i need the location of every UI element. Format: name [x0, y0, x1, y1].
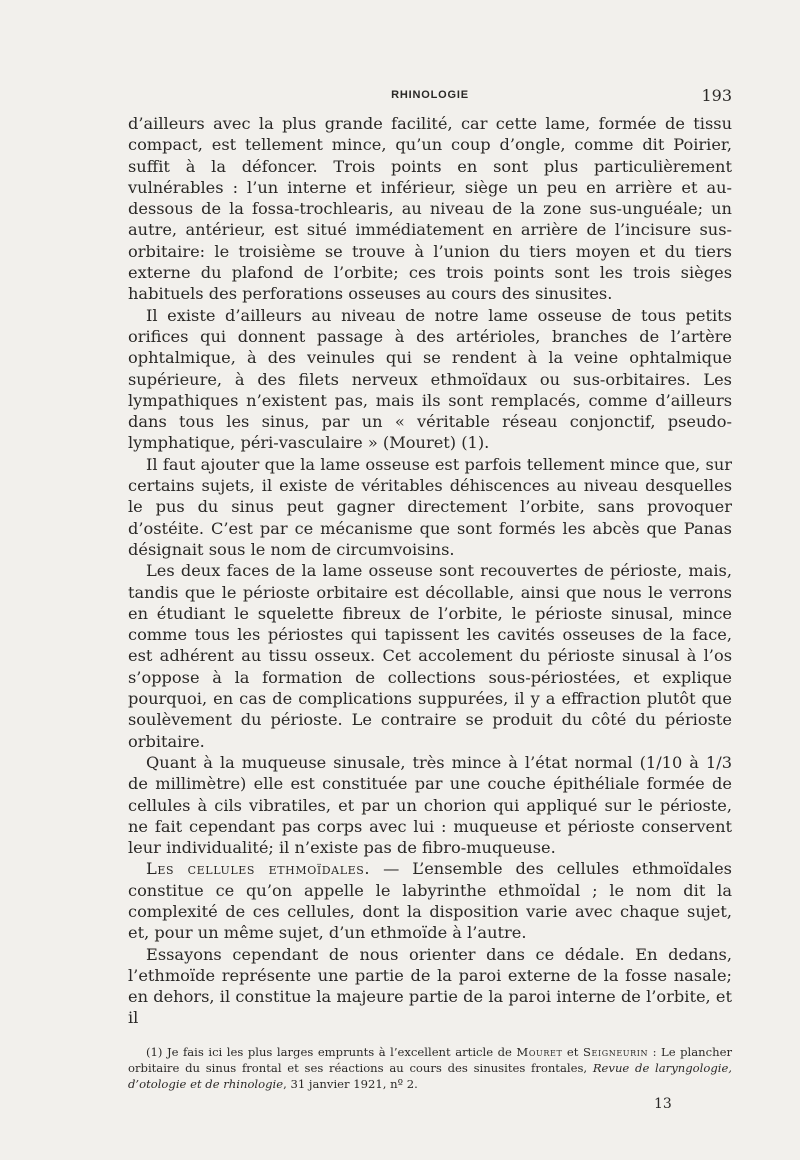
page-number: 193 — [701, 86, 732, 105]
body-text — [128, 113, 732, 1029]
paragraph-5: Quant à la muqueuse sinusale, très mince à l’état normal (1/10 à 1/3 de millimètre) elle est constituée par une couche épithéliale formée de cellules à cils vibratiles, et par un chorion qui appliqué sur le périoste, ne fait cependant pas corps avec lui : muqueuse et périoste conservent leur individualité; il n’existe pas de fibro-muqueuse. — [128, 752, 732, 858]
footnote-part-2: et — [562, 1045, 583, 1059]
running-title: RHINOLOGIE — [391, 89, 469, 101]
section-heading: Les cellules ethmoïdales. — [146, 859, 371, 879]
footnote-journal: Revue de laryngologie, d’otologie et de rhinologie — [128, 1061, 732, 1091]
paragraph-6 — [128, 858, 732, 943]
paragraph-2: Il existe d’ailleurs au niveau de notre lame osseuse de tous petits orifices qui donnent passage à des artérioles, branches de l’artère ophtalmique, à des veinules qui se rendent à la veine ophtalmique supérieure, à des filets nerveux ethmoïdaux ou sus-orbitaires. Les lympathiques n’existent pas, mais ils sont remplacés, comme d’ailleurs dans tous les sinus, par un « véritable réseau conjonctif, pseudo-lymphatique, péri-vasculaire » (Mouret) (1). — [128, 305, 732, 453]
paragraph-7: Essayons cependant de nous orienter dans ce dédale. En dedans, l’ethmoïde représente une partie de la paroi externe de la fosse nasale; en dehors, il constitue la majeure partie de la paroi interne de l’orbite, et il — [128, 944, 732, 1028]
footnote-author-2: Seigneurin — [582, 1045, 649, 1059]
page-header — [128, 86, 732, 108]
footnote — [128, 1044, 732, 1092]
footnote-part-3: : Le plancher orbitaire du sinus frontal et ses réactions au cours des sinusites frontales, — [128, 1045, 732, 1075]
paragraph-4: Les deux faces de la lame osseuse sont recouvertes de périoste, mais, tandis que le périoste orbitaire est décollable, ainsi que nous le verrons en étudiant le squelette fibreux de l’orbite, le périoste sinusal, mince comme tous les périostes qui tapissent les cavités osseuses de la face, est adhérent au tissu osseux. Cet accolement du périoste sinusal à l’os s’oppose à la formation de collections sous-périostées, et explique pourquoi, en cas de complications suppurées, il y a effraction plutôt que soulèvement du périoste. Le contraire se produit du côté du périoste orbitaire. — [128, 561, 732, 751]
paragraph-1: d’ailleurs avec la plus grande facilité, car cette lame, formée de tissu compact, est tellement mince, qu’un coup d’ongle, comme dit Poirier, suffit à la défoncer. Trois points en sont plus particulièrement vulnérables : l’un interne et inférieur, siège un peu en arrière et au-dessous de la fossa-trochlearis, au niveau de la zone sus-unguéale; un autre, antérieur, est situé immédiatement en arrière de l’incisure sus-orbitaire: le troisième se trouve à l’union du tiers moyen et du tiers externe du plafond de l’orbite; ces trois points sont les trois sièges habituels des perforations osseuses au cours des sinusites. — [128, 114, 732, 304]
paragraph-6-text: — L’ensemble des cellules ethmoïdales constitue ce qu’on appelle le labyrinthe ethmoïdal ; le nom dit la complexité de ces cellules, dont la disposition varie avec chaque sujet, et, pour un même sujet, d’un ethmoïde à l’autre. — [128, 859, 732, 943]
footnote-part-1: (1) Je fais ici les plus larges emprunts à l’excellent article de — [146, 1045, 517, 1059]
signature-mark: 13 — [654, 1096, 672, 1112]
footnote-text — [128, 1044, 732, 1092]
footnote-part-4: , 31 janvier 1921, nº 2. — [283, 1077, 418, 1091]
footnote-author-1: Mouret — [516, 1045, 563, 1059]
paragraph-3: Il faut ajouter que la lame osseuse est parfois tellement mince que, sur certains sujets, il existe de véritables déhiscences au niveau desquelles le pus du sinus peut gagner directement l’orbite, sans provoquer d’ostéite. C’est par ce mécanisme que sont formés les abcès que Panas désignait sous le nom de circumvoisins. — [128, 454, 732, 559]
